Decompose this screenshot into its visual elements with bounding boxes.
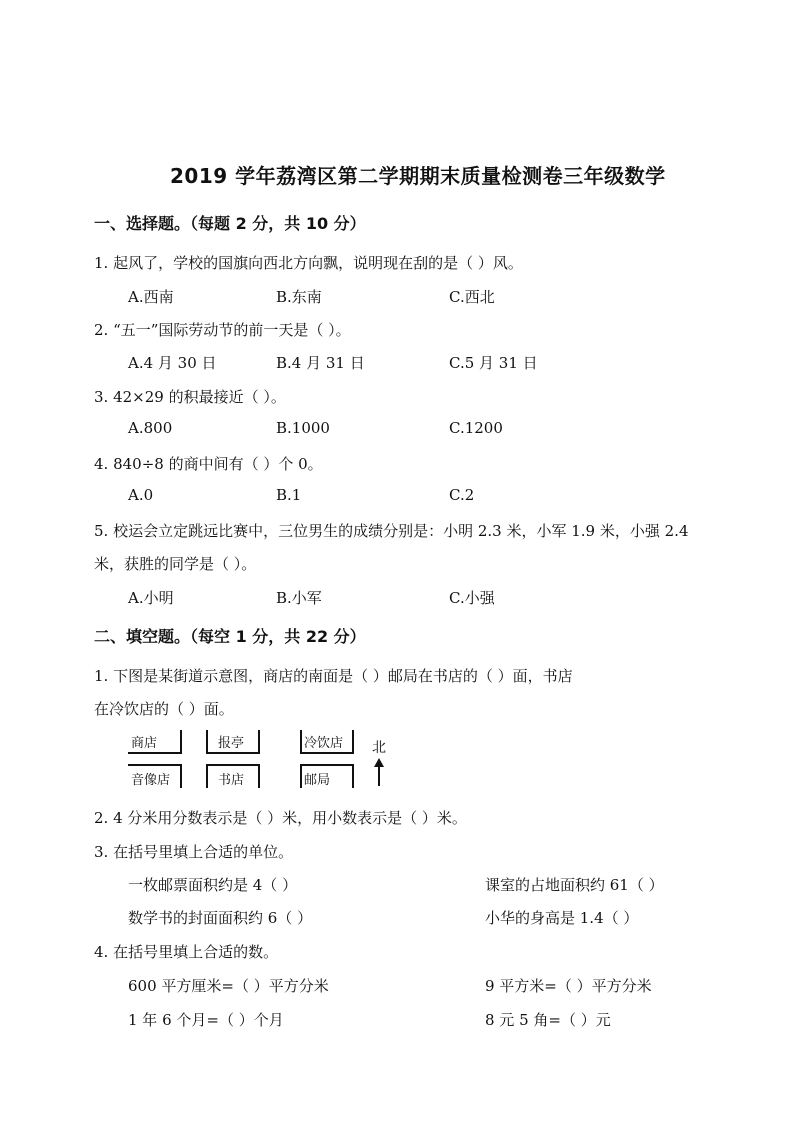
choice-2-option-a[interactable]: A.4 月 30 日 [128,354,217,372]
map-kiosk [206,730,260,754]
map-bookstore-label: 书店 [218,773,245,788]
map-post-office [300,764,354,788]
choice-3-option-c[interactable]: C.1200 [449,419,503,437]
fill-q4-item-3[interactable]: 1 年 6 个月=（ ）个月 [128,1011,284,1029]
choice-4-option-b[interactable]: B.1 [276,486,302,504]
map-cold-drink-shop-label: 冷饮店 [304,736,344,751]
choice-question-3: 3. 42×29 的积最接近（ ）。 [94,388,286,406]
north-label: 北 [372,740,386,756]
choice-question-4: 4. 840÷8 的商中间有（ ）个 0。 [94,455,323,473]
map-kiosk-label: 报亭 [218,736,245,751]
fill-question-1-line2: 在冷饮店的（ ）面。 [94,700,234,718]
choice-question-2: 2. “五一”国际劳动节的前一天是（ ）。 [94,321,351,339]
map-audio-video-shop-label: 音像店 [131,773,171,788]
choice-2-option-b[interactable]: B.4 月 31 日 [276,354,365,372]
section-heading-fill: 二、填空题。（每空 1 分，共 22 分） [94,627,366,646]
fill-q3-item-2[interactable]: 课室的占地面积约 61（ ） [485,876,664,894]
choice-5-option-b[interactable]: B.小军 [276,589,322,607]
choice-4-option-c[interactable]: C.2 [449,486,475,504]
choice-1-option-a[interactable]: A.西南 [128,288,174,306]
choice-2-option-c[interactable]: C.5 月 31 日 [449,354,538,372]
fill-question-1-line1: 1. 下图是某街道示意图，商店的南面是（ ）邮局在书店的（ ）面，书店 [94,667,573,685]
choice-question-5-line2: 米，获胜的同学是（ ）。 [94,555,257,573]
map-shop [128,730,182,754]
fill-q3-item-3[interactable]: 数学书的封面面积约 6（ ） [128,909,313,927]
fill-q4-item-4[interactable]: 8 元 5 角=（ ）元 [485,1011,611,1029]
fill-question-4: 4. 在括号里填上合适的数。 [94,943,279,961]
fill-q3-item-4[interactable]: 小华的身高是 1.4（ ） [485,909,639,927]
fill-q4-item-1[interactable]: 600 平方厘米=（ ）平方分米 [128,977,329,995]
section-heading-choice: 一、选择题。（每题 2 分，共 10 分） [94,214,366,233]
choice-3-option-a[interactable]: A.800 [128,419,173,437]
map-post-office-label: 邮局 [304,773,331,788]
map-cold-drink-shop [300,730,354,754]
fill-q3-item-1[interactable]: 一枚邮票面积约是 4（ ） [128,876,298,894]
page-title: 2019 学年荔湾区第二学期期末质量检测卷三年级数学 [170,164,666,188]
map-audio-video-shop [128,764,182,788]
map-shop-label: 商店 [131,736,158,751]
choice-5-option-c[interactable]: C.小强 [449,589,495,607]
fill-question-3: 3. 在括号里填上合适的单位。 [94,843,294,861]
choice-5-option-a[interactable]: A.小明 [128,589,174,607]
choice-question-5-line1: 5. 校运会立定跳远比赛中，三位男生的成绩分别是：小明 2.3 米，小军 1.9 米，小强 2.4 [94,522,689,540]
choice-question-1: 1. 起风了，学校的国旗向西北方向飘，说明现在刮的是（ ）风。 [94,254,523,272]
choice-1-option-b[interactable]: B.东南 [276,288,322,306]
fill-q4-item-2[interactable]: 9 平方米=（ ）平方分米 [485,977,652,995]
choice-4-option-a[interactable]: A.0 [128,486,154,504]
choice-3-option-b[interactable]: B.1000 [276,419,330,437]
choice-1-option-c[interactable]: C.西北 [449,288,495,306]
map-bookstore [206,764,260,788]
fill-question-2: 2. 4 分米用分数表示是（ ）米，用小数表示是（ ）米。 [94,809,467,827]
north-arrow-shaft [378,766,380,786]
